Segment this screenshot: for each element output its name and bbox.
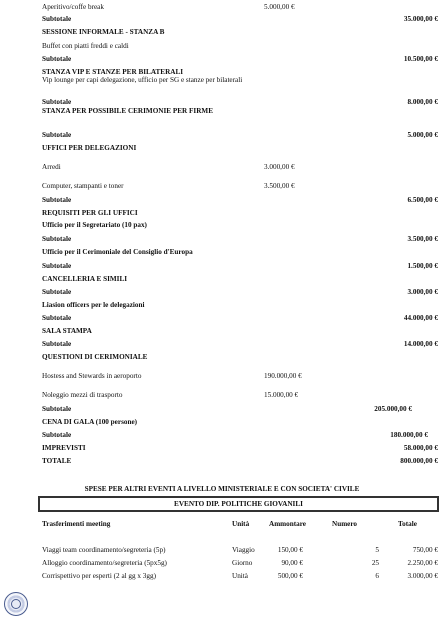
row-label: Subtotale xyxy=(42,405,72,413)
row-subtotal: 205.000,00 € xyxy=(374,405,412,413)
row-label: Subtotale xyxy=(42,340,72,348)
section-heading: SALA STAMPA xyxy=(42,327,92,335)
row-subtotal: 35.000,00 € xyxy=(403,15,438,23)
total-amount: 800.000,00 € xyxy=(400,457,438,465)
row-amount: 3.000,00 € xyxy=(264,163,295,171)
row-amount: 15.000,00 € xyxy=(264,391,299,399)
table-cell-total: 3.000,00 € xyxy=(407,572,438,580)
row-amount: 3.500,00 € xyxy=(264,182,295,190)
table-cell-unit: Giorno xyxy=(232,559,253,567)
row-amount: 5.000,00 € xyxy=(264,3,295,11)
table-cell-count: 5 xyxy=(375,546,379,554)
section-heading: SESSIONE INFORMALE - STANZA B xyxy=(42,28,165,36)
row-label: Noleggio mezzi di trasporto xyxy=(42,391,123,399)
row-label: Subtotale xyxy=(42,15,72,23)
row-amount: 190.000,00 € xyxy=(264,372,302,380)
table-header-amount: Ammontare xyxy=(269,520,306,528)
row-label: Vip lounge per capi delegazione, ufficio per SG e stanze per bilaterali xyxy=(42,76,243,84)
table-cell-unit: Unità xyxy=(232,572,248,580)
table-cell-unit: Viaggio xyxy=(232,546,255,554)
row-label: Subtotale xyxy=(42,55,72,63)
row-label: Arredi xyxy=(42,163,61,171)
table-cell-amount: 500,00 € xyxy=(277,572,303,580)
table-cell-amount: 90,00 € xyxy=(281,559,303,567)
row-subtotal: 5.000,00 € xyxy=(407,131,438,139)
row-label: Subtotale xyxy=(42,262,72,270)
row-label: Buffet con piatti freddi e caldi xyxy=(42,42,129,50)
row-subtotal: 14.000,00 € xyxy=(403,340,438,348)
row-label: Liasion officers per le delegazioni xyxy=(42,301,145,309)
row-label: Subtotale xyxy=(42,431,72,439)
row-label: Computer, stampanti e toner xyxy=(42,182,124,190)
row-label: Subtotale xyxy=(42,314,72,322)
imprevisti-amount: 58.000,00 € xyxy=(403,444,438,452)
row-subtotal: 10.500,00 € xyxy=(403,55,438,63)
table-cell-amount: 150,00 € xyxy=(277,546,303,554)
row-subtotal: 3.000,00 € xyxy=(407,288,438,296)
table-cell-total: 2.250,00 € xyxy=(407,559,438,567)
table-header-count: Numero xyxy=(332,520,358,528)
row-label: Subtotale xyxy=(42,288,72,296)
section-title: SPESE PER ALTRI EVENTI A LIVELLO MINISTERIALE E CON SOCIETA' CIVILE xyxy=(84,485,360,493)
row-subtotal: 8.000,00 € xyxy=(407,98,438,106)
row-label: Subtotale xyxy=(42,196,72,204)
row-subtotal: 1.500,00 € xyxy=(407,262,438,270)
section-heading: STANZA VIP E STANZE PER BILATERALI xyxy=(42,68,184,76)
table-header-total: Totale xyxy=(398,520,417,528)
table-header-unit: Unità xyxy=(232,520,250,528)
table-row: Viaggi team coordinamento/segreteria (5p) xyxy=(42,546,166,554)
section-heading: UFFICI PER DELEGAZIONI xyxy=(42,144,137,152)
row-subtotal: 180.000,00 € xyxy=(390,431,428,439)
event-title: EVENTO DIP. POLITICHE GIOVANILI xyxy=(174,500,303,508)
section-heading: CENA DI GALA (100 persone) xyxy=(42,418,138,426)
seal-emblem-icon xyxy=(4,592,28,616)
table-cell-total: 750,00 € xyxy=(412,546,438,554)
row-label: Ufficio per il Cerimoniale del Consiglio d'Europa xyxy=(42,248,193,256)
section-heading: CANCELLERIA E SIMILI xyxy=(42,275,128,283)
total-label: TOTALE xyxy=(42,457,72,465)
row-label: Hostess and Stewards in aeroporto xyxy=(42,372,142,380)
table-row: Corrispettivo per esperti (2 al gg x 3gg) xyxy=(42,572,156,580)
section-heading: STANZA PER POSSIBILE CERIMONIE PER FIRME xyxy=(42,107,213,115)
row-label: Subtotale xyxy=(42,131,72,139)
row-label: Subtotale xyxy=(42,235,72,243)
imprevisti-label: IMPREVISTI xyxy=(42,444,86,452)
table-cell-count: 6 xyxy=(375,572,379,580)
section-heading: QUESTIONI DI CERIMONIALE xyxy=(42,353,148,361)
seal-inner-ring xyxy=(11,599,21,609)
row-label: Subtotale xyxy=(42,98,72,106)
row-label: Ufficio per il Segretariato (10 pax) xyxy=(42,221,147,229)
table-cell-count: 25 xyxy=(371,559,379,567)
row-label: Aperitivo/coffe break xyxy=(42,3,104,11)
row-subtotal: 44.000,00 € xyxy=(403,314,438,322)
table-header-item: Trasferimenti meeting xyxy=(42,520,111,528)
row-subtotal: 6.500,00 € xyxy=(407,196,438,204)
table-row: Alloggio coordinamento/segreteria (5px5g) xyxy=(42,559,167,567)
section-heading: REQUISITI PER GLI UFFICI xyxy=(42,209,138,217)
row-subtotal: 3.500,00 € xyxy=(407,235,438,243)
